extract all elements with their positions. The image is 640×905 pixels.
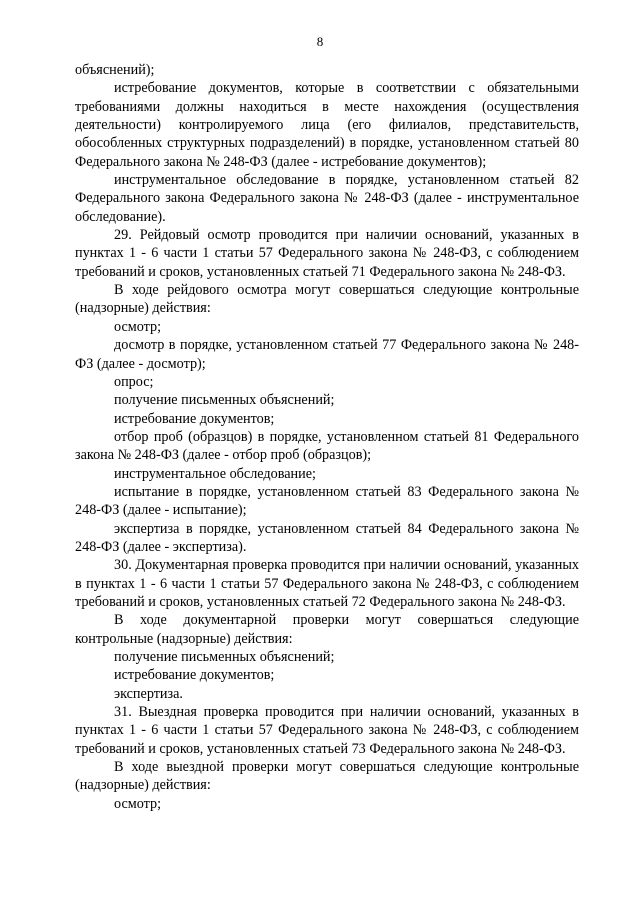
paragraph: отбор проб (образцов) в порядке, установленном статьей 81 Федерального закона № 248-ФЗ (далее - отбор проб (образцов); xyxy=(75,428,579,464)
paragraph: опрос; xyxy=(114,373,154,390)
document-body xyxy=(75,61,579,813)
page-number: 8 xyxy=(316,34,324,49)
paragraph: истребование документов; xyxy=(114,410,275,427)
paragraph: получение письменных объяснений; xyxy=(114,649,335,665)
paragraph: истребование документов; xyxy=(114,667,275,684)
paragraph: инструментальное обследование в порядке, установленном статьей 82 Федерального закона Федерального закона № 248-ФЗ (далее - инструментальное обследование). xyxy=(75,172,579,225)
paragraph: инструментальное обследование; xyxy=(114,465,316,482)
paragraph: истребование документов, которые в соответствии с обязательными требованиями должны находиться в месте нахождения (осуществления деятельности) контролируемого лица (его филиалов, представительств, обособленных структурных подразделений) в порядке, установленном статьей 80 Федерального закона № 248-ФЗ (далее - истребование документов); xyxy=(75,80,579,170)
paragraph: осмотр; xyxy=(114,795,162,812)
paragraph: экспертиза в порядке, установленном статьей 84 Федерального закона № 248-ФЗ (далее - экспертиза). xyxy=(75,520,579,555)
paragraph: экспертиза. xyxy=(114,685,183,702)
paragraph: 31. Выездная проверка проводится при наличии оснований, указанных в пунктах 1 - 6 части 1 статьи 57 Федерального закона № 248-ФЗ, с соблюдением требований и сроков, установленных статьей 73 Федерального закона № 248-ФЗ. xyxy=(75,704,579,757)
paragraph: получение письменных объяснений; xyxy=(114,392,335,409)
paragraph: В ходе выездной проверки могут совершаться следующие контрольные (надзорные) действия: xyxy=(75,759,579,794)
paragraph: В ходе документарной проверки могут совершаться следующие контрольные (надзорные) действия: xyxy=(75,612,579,647)
paragraph: испытание в порядке, установленном статьей 83 Федерального закона № 248-ФЗ (далее - испытание); xyxy=(75,483,579,519)
paragraph: 30. Документарная проверка проводится при наличии оснований, указанных в пунктах 1 - 6 части 1 статьи 57 Федерального закона № 248-ФЗ, с соблюдением требований и сроков, установленных статьей 72 Федерального закона № 248-ФЗ. xyxy=(75,557,579,610)
paragraph: досмотр в порядке, установленном статьей 77 Федерального закона № 248-ФЗ (далее - досмотр); xyxy=(75,337,579,372)
paragraph: осмотр; xyxy=(114,318,162,335)
paragraph: В ходе рейдового осмотра могут совершаться следующие контрольные (надзорные) действия: xyxy=(75,282,579,317)
paragraph: объяснений); xyxy=(75,62,155,78)
paragraph: 29. Рейдовый осмотр проводится при наличии оснований, указанных в пунктах 1 - 6 части 1 статьи 57 Федерального закона № 248-ФЗ, с соблюдением требований и сроков, установленных статьей 71 Федерального закона № 248-ФЗ. xyxy=(75,227,579,280)
